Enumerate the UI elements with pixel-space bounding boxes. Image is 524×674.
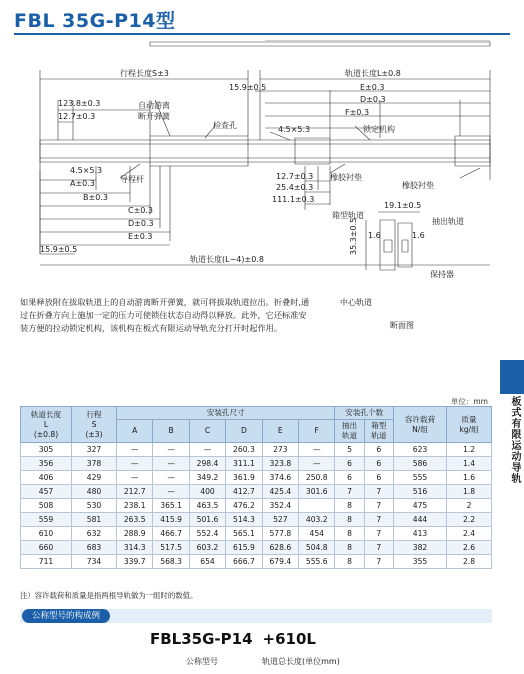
table-row: [21, 499, 492, 513]
table-cell: 480: [72, 485, 117, 499]
table-cell: 8: [335, 513, 364, 527]
table-cell: 6: [364, 443, 393, 457]
section-view: [366, 212, 420, 270]
table-cell: 559: [21, 513, 72, 527]
order-length-label: 轨道总长度(单位mm): [262, 657, 340, 666]
table-cell: 581: [72, 513, 117, 527]
table-cell: 323.8: [262, 457, 298, 471]
header-holes: 安装孔尺寸: [117, 407, 335, 420]
table-cell: 260.3: [226, 443, 262, 457]
table-cell: 400: [189, 485, 225, 499]
table-cell: 1.2: [447, 443, 492, 457]
retainer-label: 保持器: [430, 270, 454, 279]
table-cell: 349.2: [189, 471, 225, 485]
table-cell: 615.9: [226, 541, 262, 555]
dim-d-top: D±0.3: [360, 95, 386, 104]
table-row: [21, 471, 492, 485]
table-cell: —: [117, 457, 153, 471]
header-hole-count: 安装孔个数: [335, 407, 394, 420]
table-cell: 355: [394, 555, 447, 569]
table-cell: 7: [364, 499, 393, 513]
table-cell: 6: [364, 457, 393, 471]
table-cell: 552.4: [189, 527, 225, 541]
table-cell: 425.4: [262, 485, 298, 499]
table-cell: 463.5: [189, 499, 225, 513]
table-cell: 365.1: [153, 499, 189, 513]
table-cell: 1.6: [447, 471, 492, 485]
order-model-label: 公称型号: [186, 657, 218, 666]
table-cell: 406: [21, 471, 72, 485]
spec-table: [20, 406, 492, 569]
table-cell: 623: [394, 443, 447, 457]
table-cell: 352.4: [262, 499, 298, 513]
table-cell: 475: [394, 499, 447, 513]
table-cell: 8: [335, 555, 364, 569]
table-cell: 7: [364, 527, 393, 541]
table-cell: —: [153, 471, 189, 485]
title-rule: [14, 33, 510, 35]
header-box-rail: 箱型 轨道: [364, 420, 393, 443]
table-row: [21, 457, 492, 471]
rail-length-minus-dim: 轨道长度(L−4)±0.8: [190, 255, 264, 264]
dim-123-8: 123.8±0.3: [58, 99, 101, 108]
table-cell: —: [153, 443, 189, 457]
table-cell: 273: [262, 443, 298, 457]
table-cell: 444: [394, 513, 447, 527]
check-hole-label: 检查孔: [213, 121, 237, 130]
table-cell: 7: [364, 485, 393, 499]
table-cell: 632: [72, 527, 117, 541]
header-col-d: D: [226, 420, 262, 443]
section-height: 35.3±0.5: [349, 217, 358, 255]
table-cell: 7: [364, 555, 393, 569]
table-row: [21, 513, 492, 527]
table-cell: 508: [21, 499, 72, 513]
table-cell: 238.1: [117, 499, 153, 513]
table-cell: 466.7: [153, 527, 189, 541]
auto-release-label: 自动游离: [138, 101, 170, 110]
table-cell: 711: [21, 555, 72, 569]
table-row: [21, 541, 492, 555]
table-note: 注）容许载荷和质量是指两根导轨做为一组时的数值。: [20, 591, 198, 600]
table-cell: —: [117, 443, 153, 457]
table-cell: 311.1: [226, 457, 262, 471]
hole-size-label-bottom: 4.5×5.3: [70, 166, 103, 175]
table-cell: 610: [21, 527, 72, 541]
table-cell: 2.8: [447, 555, 492, 569]
offset-dim-top: 15.9±0.5: [229, 83, 267, 92]
table-cell: —: [153, 457, 189, 471]
table-row: [21, 443, 492, 457]
description-text: 如果释放附在拔取轨道上的自动游离断开弹簧，就可将拔取轨道拉出。折叠时,通过在折叠方向上施加一定的压力可使锁住状态自动得以释放。此外，它还标准安装方便的拉动锁定机构，该机构在板式有限运动导轨充分打开时起作用。: [20, 297, 310, 333]
header-col-b: B: [153, 420, 189, 443]
side-tab: [500, 360, 524, 394]
dim-f: F±0.3: [345, 108, 370, 117]
out-rail-label: 抽出轨道: [432, 217, 464, 226]
table-cell: 327: [72, 443, 117, 457]
order-model: FBL35G-P14: [150, 630, 253, 648]
table-cell: 7: [364, 541, 393, 555]
header-col-e: E: [262, 420, 298, 443]
table-cell: 6: [335, 457, 364, 471]
section-width: 19.1±0.5: [384, 201, 422, 210]
table-cell: 2.6: [447, 541, 492, 555]
section-thickness-1: 1.6: [368, 231, 381, 240]
table-cell: 1.4: [447, 457, 492, 471]
table-cell: 516: [394, 485, 447, 499]
table-cell: 514.3: [226, 513, 262, 527]
dim-c: C±0.3: [128, 206, 154, 215]
table-cell: 679.4: [262, 555, 298, 569]
rail-length-dim: 轨道长度L±0.8: [345, 69, 401, 78]
table-cell: 301.6: [299, 485, 335, 499]
table-cell: 6: [364, 471, 393, 485]
table-cell: 476.2: [226, 499, 262, 513]
table-cell: 378: [72, 457, 117, 471]
table-cell: 429: [72, 471, 117, 485]
dim-12-7-bottom: 12.7±0.3: [276, 172, 314, 181]
table-cell: 517.5: [153, 541, 189, 555]
page-title: FBL 35G-P14型: [14, 10, 176, 32]
table-cell: 374.6: [262, 471, 298, 485]
table-cell: 654: [189, 555, 225, 569]
rubber-pad-label-2: 橡胶衬垫: [402, 181, 434, 190]
table-cell: 504.8: [299, 541, 335, 555]
table-cell: 2: [447, 499, 492, 513]
table-cell: 412.7: [226, 485, 262, 499]
table-cell: 454: [299, 527, 335, 541]
table-cell: 555.6: [299, 555, 335, 569]
table-cell: 2.2: [447, 513, 492, 527]
dim-a: A±0.3: [70, 179, 95, 188]
table-cell: 298.4: [189, 457, 225, 471]
table-row: [21, 555, 492, 569]
table-cell: 361.9: [226, 471, 262, 485]
dim-25-4: 25.4±0.3: [276, 183, 314, 192]
table-cell: 565.1: [226, 527, 262, 541]
header-pull-rail: 抽出 轨道: [335, 420, 364, 443]
rail-drawing: [0, 40, 524, 295]
header-stroke: 行程 S (±3): [72, 407, 117, 443]
lock-mechanism-label: 锁定机构: [363, 125, 395, 134]
table-cell: 382: [394, 541, 447, 555]
table-cell: 577.8: [262, 527, 298, 541]
header-col-f: F: [299, 420, 335, 443]
dim-12-7: 12.7±0.3: [58, 112, 96, 121]
table-cell: —: [153, 485, 189, 499]
unit-label: 单位：mm: [450, 397, 488, 406]
table-cell: 8: [335, 541, 364, 555]
table-cell: 403.2: [299, 513, 335, 527]
table-cell: 288.9: [117, 527, 153, 541]
side-category-label: 板式有限运动导轨: [509, 396, 520, 484]
center-rail-label: 中心轨道: [340, 298, 372, 307]
table-cell: 413: [394, 527, 447, 541]
table-cell: 666.7: [226, 555, 262, 569]
table-cell: 5: [335, 443, 364, 457]
table-cell: 527: [262, 513, 298, 527]
section-title: 断面图: [390, 321, 414, 330]
order-section-title: 公称型号的构成例: [22, 609, 110, 623]
table-cell: 530: [72, 499, 117, 513]
table-row: [21, 485, 492, 499]
table-cell: 586: [394, 457, 447, 471]
table-cell: 683: [72, 541, 117, 555]
order-length: +610L: [262, 630, 316, 648]
rubber-pad-label: 橡胶衬垫: [330, 173, 362, 182]
table-cell: 415.9: [153, 513, 189, 527]
table-cell: 734: [72, 555, 117, 569]
section-thickness-2: 1.6: [412, 231, 425, 240]
dim-e: E±0.3: [128, 232, 153, 241]
table-cell: 8: [335, 499, 364, 513]
header-rail-length: 轨道长度 L (±0.8): [21, 407, 72, 443]
table-cell: —: [299, 443, 335, 457]
table-cell: 314.3: [117, 541, 153, 555]
table-cell: 1.8: [447, 485, 492, 499]
stroke-dim: 行程长度S±3: [120, 69, 169, 78]
dim-111-1: 111.1±0.3: [272, 195, 315, 204]
table-cell: 7: [364, 513, 393, 527]
table-cell: —: [117, 471, 153, 485]
table-cell: 457: [21, 485, 72, 499]
table-cell: 339.7: [117, 555, 153, 569]
table-cell: 305: [21, 443, 72, 457]
auto-release-label-2: 断开弹簧: [138, 112, 170, 121]
table-cell: 568.3: [153, 555, 189, 569]
table-cell: [299, 499, 335, 513]
table-cell: —: [299, 457, 335, 471]
table-cell: 555: [394, 471, 447, 485]
dim-e-top: E±0.3: [360, 83, 385, 92]
table-cell: 2.4: [447, 527, 492, 541]
header-load: 容许载荷 N/组: [394, 407, 447, 443]
header-mass: 质量 kg/组: [447, 407, 492, 443]
table-cell: 250.8: [299, 471, 335, 485]
table-cell: 501.6: [189, 513, 225, 527]
table-row: [21, 527, 492, 541]
hole-size-label: 4.5×5.3: [278, 125, 311, 134]
table-cell: —: [189, 443, 225, 457]
header-col-a: A: [117, 420, 153, 443]
table-cell: 6: [335, 471, 364, 485]
table-cell: 660: [21, 541, 72, 555]
dim-d: D±0.3: [128, 219, 154, 228]
order-example: [150, 630, 316, 648]
guide-rod-label: 导程杆: [120, 175, 144, 184]
header-col-c: C: [189, 420, 225, 443]
box-rail-label: 箱型轨道: [332, 211, 364, 220]
table-cell: 8: [335, 527, 364, 541]
table-cell: 628.6: [262, 541, 298, 555]
offset-dim-bottom: 15.9±0.5: [40, 245, 78, 254]
dim-b: B±0.3: [83, 193, 108, 202]
table-cell: 356: [21, 457, 72, 471]
table-cell: 603.2: [189, 541, 225, 555]
table-cell: 212.7: [117, 485, 153, 499]
table-cell: 7: [335, 485, 364, 499]
table-cell: 263.5: [117, 513, 153, 527]
